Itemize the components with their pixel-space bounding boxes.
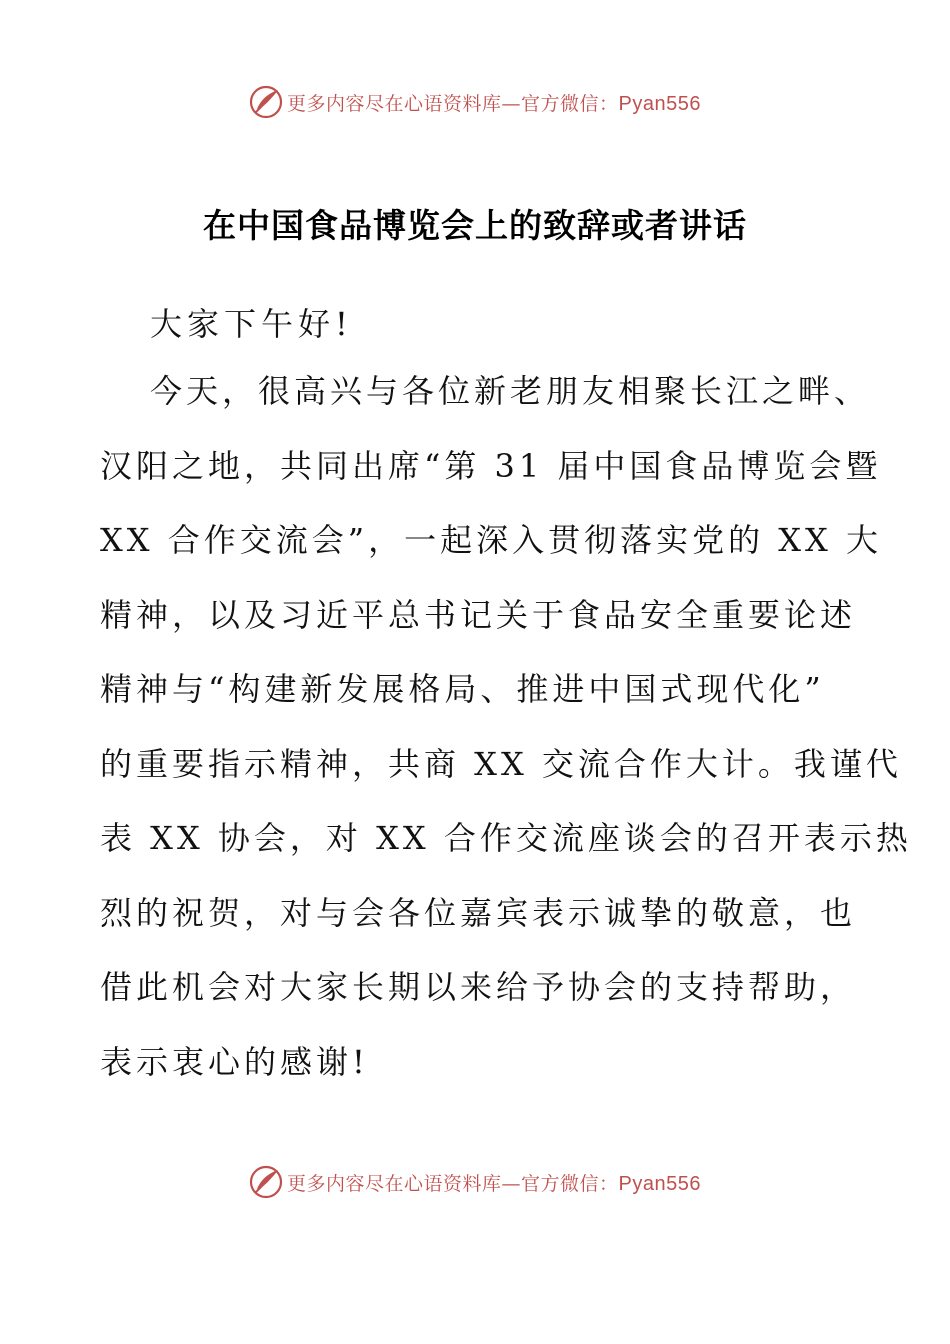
paragraph-line: XX 合作交流会”，一起深入贯彻落实党的 XX 大 [100,521,883,559]
greeting-text: 大家下午好! [150,305,353,343]
watermark-text [287,89,701,116]
paragraph-line: 精神与“构建新发展格局、推进中国式现代化” [100,670,825,708]
paragraph-line: 的重要指示精神，共商 XX 交流合作大计。我谨代 [100,744,902,783]
watermark-wechat-id: Pyan556 [618,92,701,115]
paragraph-line: 精神，以及习近平总书记关于食品安全重要论述 [100,595,857,634]
header-watermark [0,82,950,122]
paragraph-line: 借此机会对大家长期以来给予协会的支持帮助， [100,968,857,1006]
document-title: 在中国食品博览会上的致辞或者讲话 [203,206,747,245]
speech-paragraph [100,366,920,1111]
watermark-prefix: 更多内容尽在心语资料库—官方微信： [287,1172,619,1195]
paragraph-line: 汉阳之地，共同出席“第 31 届中国食品博览会暨 [100,446,882,485]
paragraph-line: 表 XX 协会，对 XX 合作交流座谈会的召开表示热 [100,819,912,857]
watermark-text [287,1169,701,1196]
paragraph-line: 表示衷心的感谢! [100,1042,369,1081]
quill-pen-logo-icon [249,1165,283,1199]
footer-watermark [0,1162,950,1202]
paragraph-line: 烈的祝贺，对与会各位嘉宾表示诚挚的敬意，也 [100,893,857,932]
watermark-wechat-id: Pyan556 [618,1172,701,1195]
watermark-prefix: 更多内容尽在心语资料库—官方微信： [287,92,619,115]
paragraph-line: 今天，很高兴与各位新老朋友相聚长江之畔、 [150,372,871,410]
quill-pen-logo-icon [249,85,283,119]
